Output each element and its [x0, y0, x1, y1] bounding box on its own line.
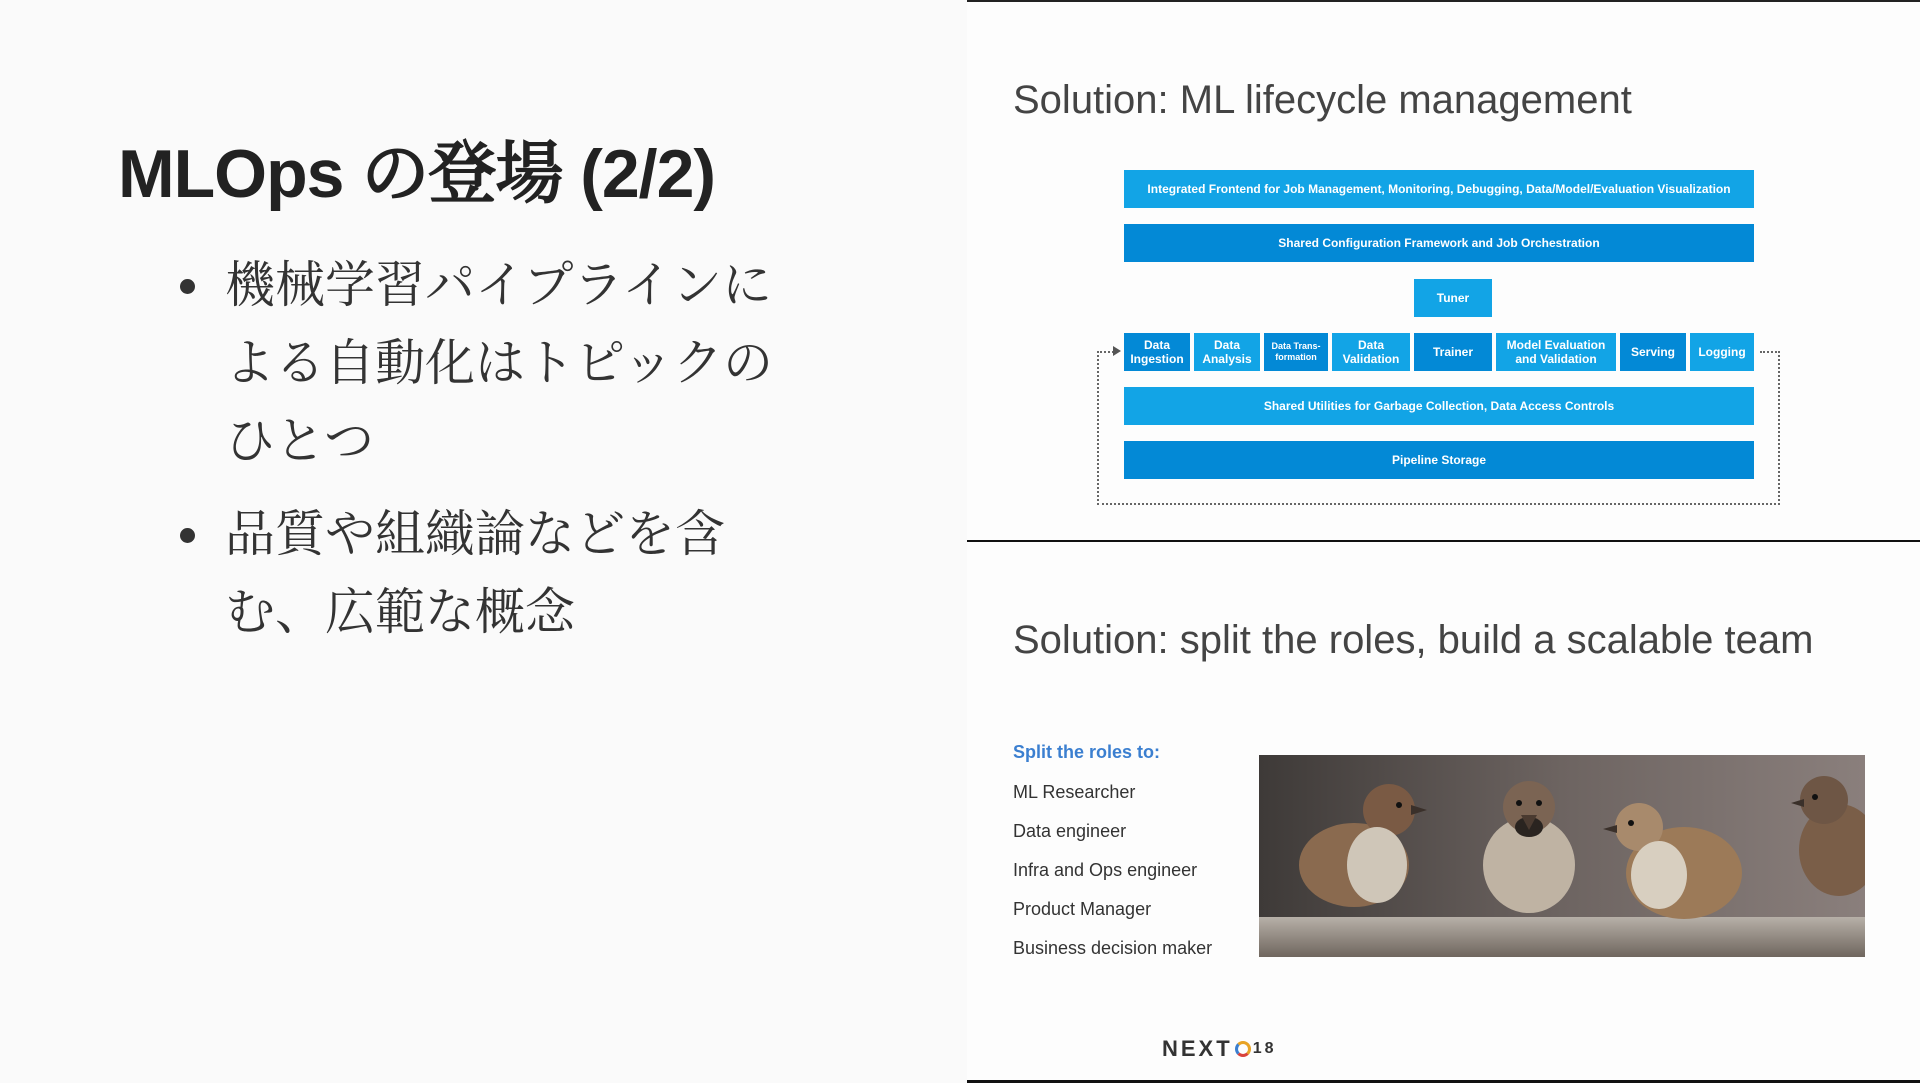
component-block: Trainer — [1414, 333, 1492, 371]
component-block: Model Evaluation and Validation — [1496, 333, 1616, 371]
slide-title: MLOps の登場 (2/2) — [118, 136, 716, 212]
component-block: Data Validation — [1332, 333, 1410, 371]
bullet-dot-icon — [180, 279, 195, 294]
config-block: Shared Configuration Framework and Job Orchestration — [1124, 224, 1754, 262]
component-block: Data Analysis — [1194, 333, 1260, 371]
logo-text: NEXT — [1162, 1036, 1233, 1061]
role-item: ML Researcher — [1013, 782, 1136, 802]
logo-suffix: 18 — [1252, 1040, 1277, 1057]
lifecycle-diagram — [967, 2, 1920, 540]
component-block: Serving — [1620, 333, 1686, 371]
utilities-block: Shared Utilities for Garbage Collection, Data Access Controls — [1124, 387, 1754, 425]
bullet-dot-icon — [180, 528, 195, 543]
lifecycle-slide-panel — [967, 0, 1920, 544]
tuner-block: Tuner — [1414, 279, 1492, 317]
component-block: Data Trans-formation — [1264, 333, 1328, 371]
role-item: Data engineer — [1013, 821, 1127, 841]
component-block: Logging — [1690, 333, 1754, 371]
roles-heading: Split the roles to: — [1013, 742, 1161, 762]
role-item: Business decision maker — [1013, 938, 1213, 958]
role-item: Infra and Ops engineer — [1013, 860, 1198, 880]
panel-title: Solution: split the roles, build a scalable team — [1013, 618, 1814, 662]
arrow-right-icon — [1113, 346, 1121, 356]
role-item: Product Manager — [1013, 899, 1152, 919]
next18-logo — [1162, 1036, 1276, 1062]
storage-block: Pipeline Storage — [1124, 441, 1754, 479]
frontend-block: Integrated Frontend for Job Management, Monitoring, Debugging, Data/Model/Evaluation Visualization — [1124, 170, 1754, 208]
logo-mark-icon — [1235, 1041, 1251, 1057]
bullet-text: 機械学習パイプラインによる自動化はトピックのひとつ — [225, 256, 773, 470]
bullet-item — [170, 495, 820, 651]
bullet-list — [170, 246, 820, 666]
sparrows-illustration — [1259, 755, 1865, 957]
component-block: Data Ingestion — [1124, 333, 1190, 371]
bullet-text: 品質や組織論などを含む、広範な概念 — [225, 505, 725, 641]
roles-slide-panel — [967, 542, 1920, 1083]
bullet-item — [170, 246, 820, 480]
dotted-loop-frame — [1097, 351, 1780, 505]
panel-title: Solution: ML lifecycle management — [1013, 78, 1632, 122]
sparrows-photo — [1259, 755, 1865, 957]
